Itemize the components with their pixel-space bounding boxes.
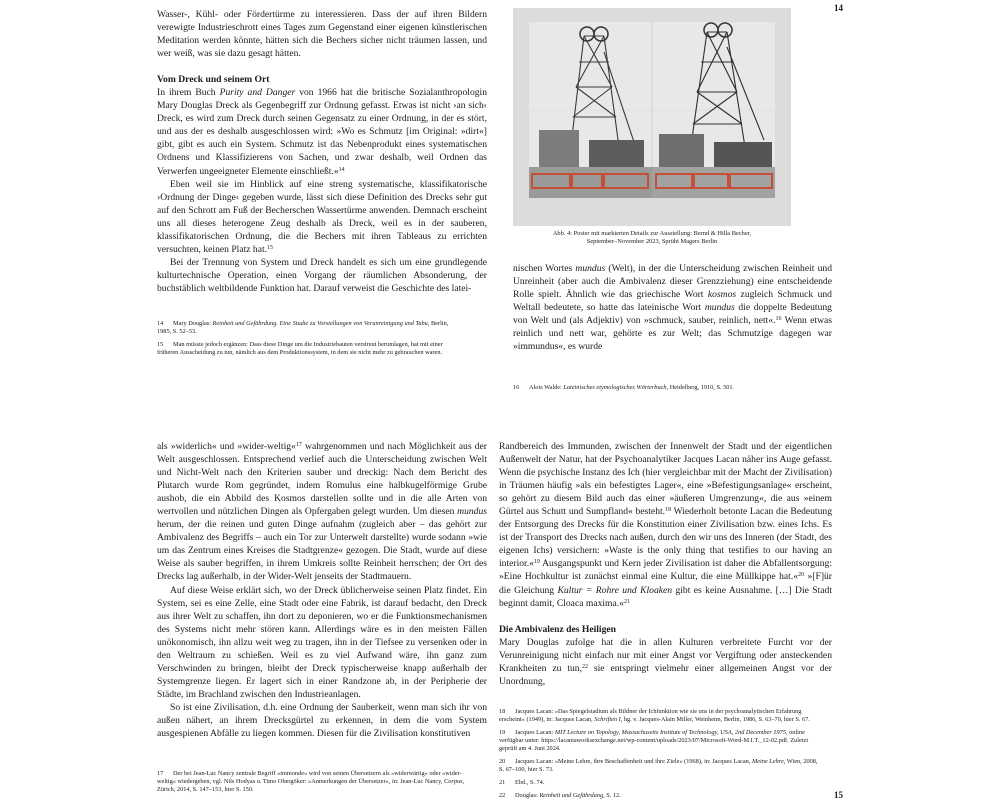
footnote-19: 19 Jacques Lacan: MIT Lecture on Topology, Massachusetts Institute of Technology, USA, 2nd December 1975, online verfügbar unter: https://lacaniaworksexchange.net/wp-content/uploads/2023/07/Microsoft-Word-M.I.T._12-02.pdf. Zuletzt geprüft am 4. Juni 2024.	[499, 728, 809, 753]
footnote-20: 20 Jacques Lacan: »Meine Lehre, ihre Beschaffenheit und ihre Ziele« (1968), in: Jacques Lacan, Meine Lehre, Wien, 2008, S. 67–100, hier S. 73.	[499, 758, 818, 774]
paragraph-trennung: Bei der Trennung von System und Dreck handelt es sich um eine grundlegende kulturtechnische Operation, einen Vorgang der räumlichen Absonderung, der buchstäblich weltbildende Funktion hat. Darauf verweist die Geschichte des latei-	[157, 256, 487, 294]
paragraph-platz: Auf diese Weise erklärt sich, wo der Dreck üblicherweise seinen Platz findet. Ein System, sei es eine Zelle, eine Stadt oder eine Fabrik, ist darauf bedacht, den Dreck aus ihrer Welt zu schaffen, ihn dort zu deponieren, wo er die Funktionsmechanismen des Systems nicht mehr stören kann. Allerdings wäre es in den meisten Fällen unökonomisch, ihn allzu weit weg zu tragen, ihn in der Tiefsee zu versenken oder in den Weltraum zu schießen. Weil es zu viel Aufwand wäre, ihn ganz zum Verschwinden zu bringen, bleibt der Dreck typischerweise knapp außerhalb der Systemgrenze liegen. Er lagert sich in einer Randzone ab, in der Peripherie der Städte, im Brachland zwischen den Industrieanlagen.	[157, 584, 487, 700]
footnotes-top-right	[513, 384, 813, 397]
footnote-ref-19[interactable]: 19	[533, 559, 540, 566]
paragraph-douglas: In ihrem Buch Purity and Danger von 1966 hat die britische Sozialanthropologin Mary Douglas Dreck als Gegenbegriff zur Ordnung gefasst. Etwas ist nicht ›an sich‹ Dreck, es wird zum Dreck durch seinen Gegensatz zu einer Ordnung, in der es stört, und aus der es deshalb ausgeschlossen wird: »Wo es Schmutz [im Original: »dirt«] gibt, gibt es auch ein System. Schmutz ist das Nebenprodukt eines systematischen Ordnens und Klassifizierens von Sachen, und zwar deshalb, weil Ordnen das Verwerfen ungeeigneter Elemente einschließt.«$^{14}$	[157, 87, 487, 177]
winding-towers-image	[529, 22, 775, 198]
book-title-purity: Purity and Danger	[219, 87, 296, 99]
footnote-14: 14 Mary Douglas: Reinheit und Gefährdung. Eine Studie zu Vorstellungen von Verunreinigung und Tabu, Berlin, 1985, S. 52–53.	[157, 320, 449, 336]
footnote-21: 21 Ebd., S. 74.	[499, 778, 545, 786]
footnote-16: 16 Alois Walde: Lateinisches etymologisches Wörterbuch, Heidelberg, 1910, S. 501.	[513, 384, 735, 391]
footnote-ref-20[interactable]: 20	[798, 572, 805, 579]
section-heading-heiligen: Die Ambivalenz des Heiligen	[499, 623, 616, 635]
top-left-column	[157, 8, 487, 295]
footnotes-top-left	[157, 320, 457, 362]
section-heading-dreck: Vom Dreck und seinem Ort	[157, 74, 270, 86]
footnote-18: 18 Jacques Lacan: »Das Spiegelstadium als Bildner der Ichfunktion wie sie uns in der psychoanalytischen Erfahrung erscheint« (1949), in: Jacques Lacan, Schriften I, hg. v. Jacques-Alain Miller, Weinheim, Berlin, 1986, S. 63–70, hier S. 67.	[499, 708, 810, 724]
top-right-column	[513, 262, 832, 353]
page-number-bottom: 15	[834, 790, 843, 800]
paragraph-ordnung: Eben weil sie im Hinblick auf eine streng systematische, klassifikatorische ›Ordnung der Dinge‹ gegeben wurde, lässt sich diese Definition des Drecks sehr gut auf den Schrott am Fuß der Becherschen Wassertürme anwenden. Demnach erscheint uns all dieses heterogene Zeug deshalb als Dreck, weil es in der sauberen, klassifikatorischen Ordnung, die die Bechers mit ihren Tableaus zu errichten versuchten, keinen Platz hat.$^{15}$	[157, 178, 487, 255]
page-number-top: 14	[834, 3, 843, 13]
footnote-ref-15[interactable]: 15	[267, 244, 274, 251]
bottom-left-column	[157, 440, 487, 740]
paragraph-mundus: nischen Wortes mundus (Welt), in der die Unterscheidung zwischen Reinheit und Unreinheit (aber auch die Ambivalenz dieser Grenzziehung) eine entscheidende Rolle spielt. Ähnlich wie das griechische Wort kosmos zugleich Schmuck und Weltall bedeutete, so hatte das lateinische Wort mundus die doppelte Bedeutung von Welt und (als Adjektiv) von »schmuck, sauber, reinlich, nett«.$^{16}$ Wenn etwas reinlich und nett war, gehörte es zur Welt; das Schmutzige dagegen war »immundus«, es wurde	[513, 263, 832, 353]
footnote-ref-17[interactable]: 17	[295, 442, 302, 448]
footnote-17: 17 Der bei Jean-Luc Nancy zentrale Begriff »immonde« wird von seinen Übersetzern als »widerwärtig« oder »wider-weltig« wiedergeben, vgl. Nils Hodyas u. Timo Obergöker: »Anmerkungen der Übersetzer«, in: Jean-Luc Nancy, Corpus, Zürich, 2014, S. 147–153, hier S. 150.	[157, 770, 465, 794]
footnote-ref-18[interactable]: 18	[665, 507, 672, 514]
footnote-22: 22 Douglas: Reinheit und Gefährdung, S. 12.	[499, 791, 621, 799]
footnote-ref-21[interactable]: 21	[623, 598, 630, 605]
bottom-right-column	[499, 440, 832, 688]
paragraph-lacan: Randbereich des Immunden, zwischen der Innenwelt der Stadt und der eigentlichen Außenwelt der Natur, hat der Psychoanalytiker Jacques Lacan näher ins Auge gefasst. Wenn die psychische Instanz des Ich (hier vergleichbar mit der Macht der Zivilisation) in Träumen häufig »als ein befestigtes Lager«, eine »Befestigungsanlage« erscheint, so gehört zu diesem Bild auch das einer »äußeren Umgrenzung«, die aus »einem Gürtel aus Schutt und Sumpfland« besteht.$^{18}$ Wiederholt betonte Lacan die Bedeutung der Entsorgung des Drecks für die Konstitution einer Zivilisation bzw. eines Ichs. Es ist der Transport des Drecks nach außen, durch den wir uns des Inneren (der Stadt, des eigenen Ichs) versichern: »Waste is the only thing that testifies to our having an interior.«$^{19}$ Ausgangspunkt und Kern jeder Zivilisation ist daher die Abfallentsorgung: »Eine Hochkultur ist zunächst einmal eine Kultur, die eine Müllkippe hat.«$^{20}$ »[F]ür die Gleichung Kultur = Rohre und Kloaken gibt es keine Ausnahme. […] Die Stadt beginnt damit, Cloaca maxima.«$^{21}$	[499, 441, 833, 609]
footnotes-bottom-left	[157, 770, 477, 799]
footnote-ref-16[interactable]: 16	[775, 316, 782, 323]
poster-figure	[513, 8, 791, 226]
figure-caption: Abb. 4: Poster mit markierten Details zur Ausstellung: Bernd & Hilla Becher, September–November 2023, Sprüht Magers Berlin	[552, 230, 752, 246]
footnote-15: 15 Man müsste jedoch ergänzen: Dass diese Dinge um die Industriebauten verstreut herumlagen, hat mit einer früheren Ausscheidung zu tun, nämlich aus dem Produktionssystem, in dem sie nicht mehr zu gebrauchen waren.	[157, 340, 443, 357]
paragraph-widerlich: als »widerlich« und »wider-weltig«$^{17}$ wahrgenommen und nach Möglichkeit aus der Welt ausgeschlossen. Entsprechend verlief auch die Unterscheidung zwischen Welt und Nicht-Welt nach den Kriterien sauber und dreckig: Nach dem Bericht des Plutarch wurde Rom gegründet, indem Romulus eine halbkugelförmige Grube aushob, die ein Abbild des Kosmos darstellen sollte und in die alle Arten von wertvollen und nützlichen Dingen als Opfergaben gelegt wurden. Um diesen mundus herum, der die reinen und guten Dinge aufnahm (zugleich aber – das gehört zur Ambivalenz des Begriffs – auch ein Tor zur Unterwelt darstellte) wurde sodann »wie um das Zentrum eines Kreises die Stadtgrenze« gezogen. Die Stadt, wurde auf diese Weise als sauber begriffen, in ihrem Umkreis sollte Reinheit herrschen; der Ort des Drecks lag außerhalb, in der Wider-Welt jenseits der Stadtmauern.	[157, 441, 487, 583]
paragraph-zivilisation: So ist eine Zivilisation, d.h. eine Ordnung der Sauberkeit, wenn man sich ihr von außen nähert, an ihrem Drecksgürtel zu erkennen, in dem die vom System ausgespienen Abfälle zu liegen kommen. Diesen für die Zivilisation konstitutiven	[157, 701, 487, 740]
paragraph-verunreinigung: Mary Douglas zufolge hat die in allen Kulturen verbreitete Furcht vor der Verunreinigung nicht einfach nur mit einer Angst vor Vergiftung oder ansteckenden Krankheiten zu tun,$^{22}$ sie entspringt vielmehr einer allgemeinen Angst vor der Unordnung,	[499, 636, 832, 687]
intro-paragraph: Wasser-, Kühl- oder Fördertürme zu interessieren. Dass der auf ihren Bildern verewigte Industrieschrott eines Tages zum Gegenstand einer eigenen künstlerischen Meditation werden könnte, hätten sich die Bechers sicher nicht träumen lassen, und wer weiß, was sie dazu gesagt hätten.	[157, 9, 487, 60]
footnotes-bottom-right	[499, 708, 819, 804]
footnote-ref-14[interactable]: 14	[338, 166, 345, 173]
footnote-ref-22[interactable]: 22	[581, 663, 588, 670]
